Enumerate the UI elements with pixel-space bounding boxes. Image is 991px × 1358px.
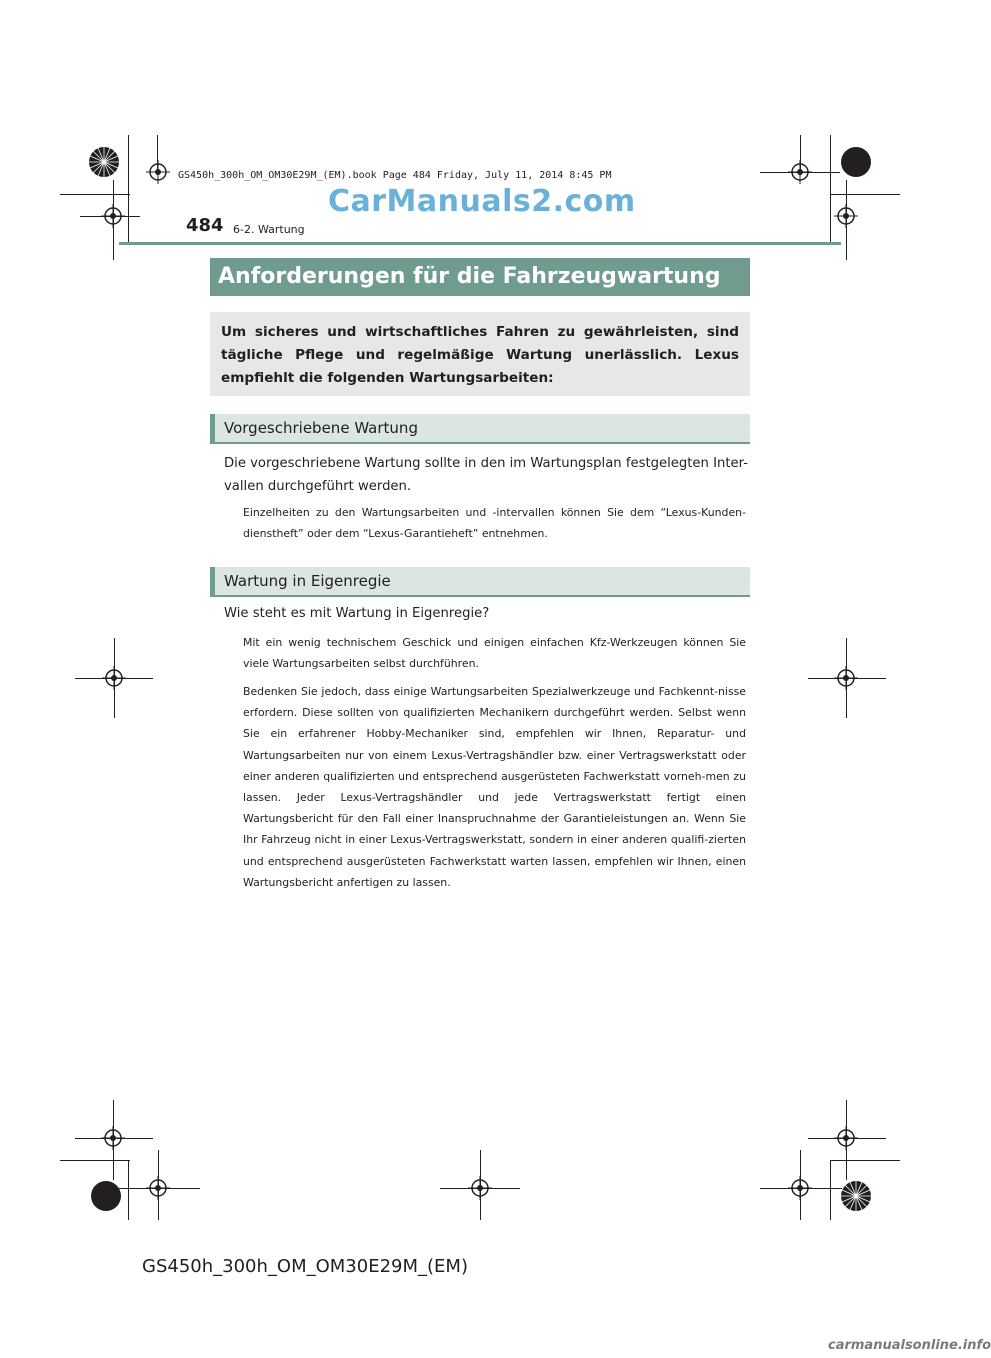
footer-document-code: GS450h_300h_OM_OM30E29M_(EM) xyxy=(142,1256,468,1277)
watermark-logo: CarManuals2.com xyxy=(328,184,636,219)
registration-target-icon xyxy=(788,160,812,184)
site-logo: carmanualsonline.info xyxy=(828,1338,991,1353)
starburst-mark-icon xyxy=(840,1180,872,1212)
intro-text: Um sicheres und wirtschaftliches Fahren zu gewährleisten, sind tägliche Pflege und regelmäßige Wartung unerlässlich. Lexus empfiehlt die folgenden Wartungsarbeiten: xyxy=(221,324,739,386)
registration-target-icon xyxy=(468,1176,492,1200)
registration-target-icon xyxy=(834,204,858,228)
registration-target-icon xyxy=(102,666,126,690)
dot-mark-icon xyxy=(840,146,872,178)
intro-box xyxy=(210,312,750,396)
starburst-mark-icon xyxy=(88,146,120,178)
section-lead: Die vorgeschriebene Wartung sollte in den im Wartungsplan festgelegten Inter-vallen durchgeführt werden. xyxy=(224,456,748,494)
registration-target-icon xyxy=(834,1126,858,1150)
section-heading: Wartung in Eigenregie xyxy=(210,567,750,597)
book-info-line: GS450h_300h_OM_OM30E29M_(EM).book Page 484 Friday, July 11, 2014 8:45 PM xyxy=(178,170,612,181)
section-reference: 6-2. Wartung xyxy=(233,223,305,236)
section-paragraph: Einzelheiten zu den Wartungsarbeiten und -intervallen können Sie dem “Lexus-Kunden-dienstheft” oder dem “Lexus-Garantieheft” entnehmen. xyxy=(243,506,746,541)
section-lead: Wie steht es mit Wartung in Eigenregie? xyxy=(224,606,490,621)
header-rule xyxy=(119,242,841,245)
page-number: 484 xyxy=(186,215,224,236)
section-paragraph: Bedenken Sie jedoch, dass einige Wartungsarbeiten Spezialwerkzeuge und Fachkennt-nisse erfordern. Diese sollten von qualifizierten Mechanikern durchgeführt werden. Selbst wenn Sie ein erfahrener Hobby-Mechaniker sind, empfehlen wir Ihnen, Reparatur- und Wartungsarbeiten nur von einem Lexus-Vertragshändler bzw. einer Vertragswerkstatt oder einer anderen qualifizierten und entsprechend ausgerüsteten Fachwerkstatt vorneh-men zu lassen. Jeder Lexus-Vertragshändler und jede Vertragswerkstatt fertigt einen Wartungsbericht für den Fall einer Inanspruchnahme der Garantieleistungen an. Wenn Sie Ihr Fahrzeug nicht in einer Lexus-Vertragswerkstatt, sondern in einer anderen qualifi-zierten und entsprechend ausgerüsteten Fachwerkstatt warten lassen, empfehlen wir Ihnen, einen Wartungsbericht anfertigen zu lassen. xyxy=(243,685,746,889)
registration-target-icon xyxy=(146,160,170,184)
page-title: Anforderungen für die Fahrzeugwartung xyxy=(210,258,750,296)
registration-target-icon xyxy=(146,1176,170,1200)
section-paragraph: Mit ein wenig technischem Geschick und einigen einfachen Kfz-Werkzeugen können Sie viele Wartungsarbeiten selbst durchführen. xyxy=(243,636,746,671)
section-heading: Vorgeschriebene Wartung xyxy=(210,414,750,444)
dot-mark-icon xyxy=(90,1180,122,1212)
registration-target-icon xyxy=(788,1176,812,1200)
registration-target-icon xyxy=(101,1126,125,1150)
registration-target-icon xyxy=(834,666,858,690)
registration-target-icon xyxy=(101,204,125,228)
